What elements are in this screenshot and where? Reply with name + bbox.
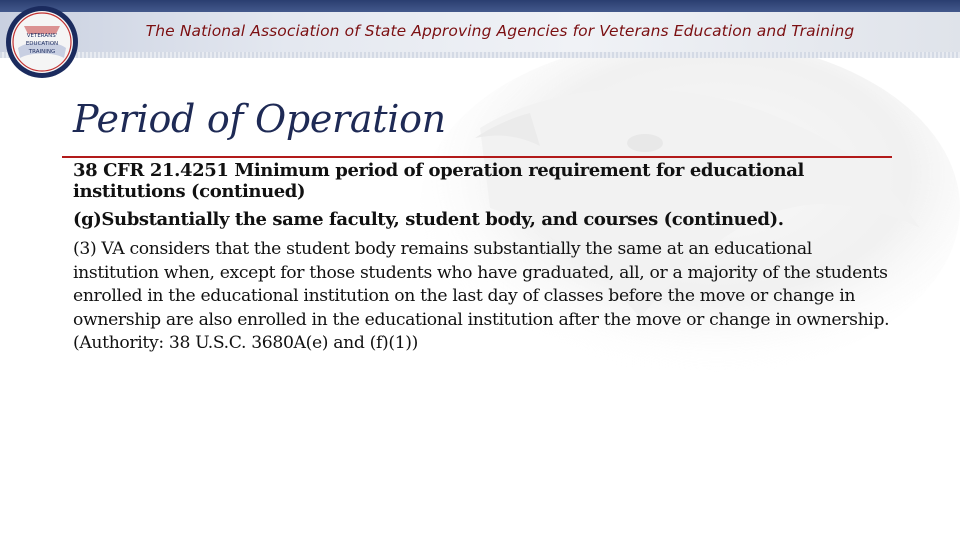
slide-body: [73, 160, 893, 356]
association-seal-logo: [4, 4, 80, 80]
header-top-strip: [0, 0, 960, 12]
seal-text-line-3: TRAINING: [28, 49, 56, 55]
title-divider: [62, 156, 892, 158]
regulation-heading: 38 CFR 21.4251 Minimum period of operation requirement for educational institutions (continued): [73, 160, 804, 202]
regulation-subheading: (g)Substantially the same faculty, student body, and courses (continued).: [73, 209, 784, 230]
header-organization-name: The National Association of State Approving Agencies for Veterans Education and Training: [145, 22, 855, 40]
slide-title: Period of Operation: [73, 97, 446, 141]
seal-text-line-1: VETERANS': [26, 33, 58, 39]
seal-text-line-2: EDUCATION: [25, 41, 59, 47]
regulation-paragraph: (3) VA considers that the student body remains substantially the same at an educational institution when, except for those students who have graduated, all, or a majority of the students enrolled in the educational institution on the last day of classes before the move or change in ownership are also enrolled in the educational institution after the move or change in ownership. (Authority: 38 U.S.C. 3680A(e) and (f)(1)): [73, 239, 890, 353]
